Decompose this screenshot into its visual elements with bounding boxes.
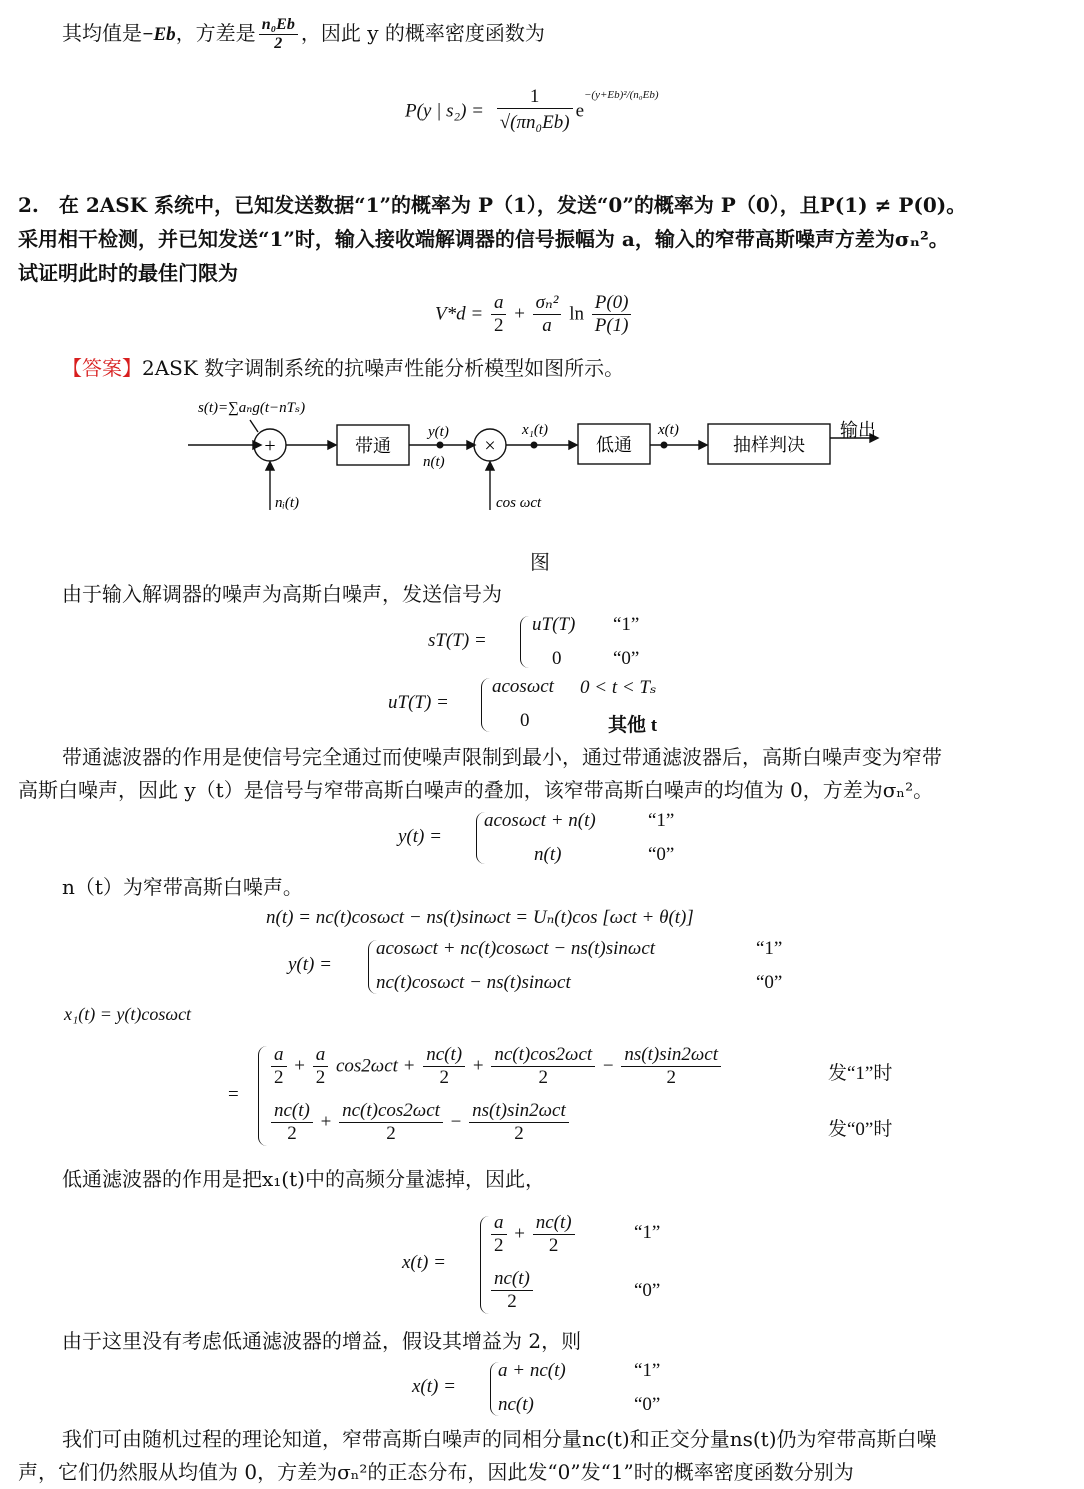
problem-line-2: 采用相干检测，并已知发送“1”时，输入接收端解调器的信号振幅为 a，输入的窄带高斯噪声方差为σₙ²。 [18, 227, 949, 251]
figure-caption: 图 [530, 550, 550, 574]
intro-variance: $\frac{\text{n₀Eb}}{2}$ [259, 16, 298, 53]
diagram-output: 输出 [840, 420, 876, 440]
sT-brace [520, 616, 529, 668]
node-dot-x1 [531, 442, 538, 449]
n-equation: n(t) = nc(t)cosωct − ns(t)sinωct = Uₙ(t)cos [ωct + θ(t)] [266, 907, 694, 928]
sT-equation: sT(T) = uT(T) “1” 0 “0” [428, 614, 640, 669]
node-dot-y [437, 442, 444, 449]
pdf-exponent: −(y+Eb)²/(n₀Eb) [584, 88, 659, 101]
paragraph-2-line-1: 带通滤波器的作用是使信号完全通过而使噪声限制到最小，通过带通滤波器后，高斯白噪声变为窄带 [62, 745, 942, 769]
diagram-decision: 抽样判决 [733, 435, 805, 455]
y-equation: y(t) = acosωct + n(t) “1” n(t) “0” [398, 810, 675, 865]
diagram-carrier: cos ωct [496, 495, 542, 511]
x1-row-2: $\frac{nc(t)}{2}$ + $\frac{\text{nc(t)cos2ωct}}{2}$ − $\frac{\text{ns(t)sin2ωct}}{2}$ [268, 1100, 572, 1145]
intro-line [62, 16, 545, 53]
intro-suffix: ，因此 y 的概率密度函数为 [300, 21, 545, 45]
x-row-1: $\frac{a}{2}$ + $\frac{nc(t)}{2}$ [488, 1212, 578, 1257]
problem-line-1: 2. 在 2ASK 系统中，已知发送数据“1”的概率为 P（1），发送“0”的概率为 P（0），且P(1) ≠ P(0)。 [18, 193, 967, 217]
intro-mean: −Eb [142, 24, 176, 45]
threshold-term3: $\frac{P(0)}{P(1)}$ [592, 292, 632, 337]
intro-mid: ，方差是 [175, 21, 256, 45]
paragraph-6-line-2: 声，它们仍然服从均值为 0，方差为σₙ²的正态分布，因此发“0”发“1”时的概率密度函数分别为 [18, 1460, 854, 1484]
paragraph-3: n（t）为窄带高斯白噪声。 [62, 875, 303, 899]
x1-equation: x₁(t) = y(t)cosωct [64, 1004, 192, 1024]
diagram-y-label: y(t) [428, 424, 449, 440]
answer-line [62, 351, 624, 385]
diagram-x-label: x(t) [658, 422, 679, 438]
uT-brace [481, 678, 490, 732]
threshold-equation: V*d = $\frac{a}{2}$ + $\frac{\text{σₙ²}}{a}$ ln $\frac{P(0)}{P(1)}$ [435, 292, 634, 337]
x1-row-1: $\frac{a}{2}$ + $\frac{a}{2}$ cos2ωct + $\frac{nc(t)}{2}$ + $\frac{\text{nc(t)cos2ωct}}{2}$ − $\frac{\text{ns(t)sin2ωct}}{2}$ [268, 1044, 724, 1089]
pdf-exp-base: e [575, 100, 584, 122]
paragraph-5: 由于这里没有考虑低通滤波器的增益，假设其增益为 2，则 [62, 1329, 582, 1353]
threshold-term2: $\frac{\text{σₙ²}}{a}$ [533, 292, 562, 337]
y2-equation: y(t) = acosωct + nc(t)cosωct − ns(t)sinωct “1” nc(t)cosωct − ns(t)sinωct “0” [288, 938, 783, 993]
x1-cases: = $\frac{a}{2}$ + $\frac{a}{2}$ cos2ωct + $\frac{nc(t)}{2}$ + $\frac{\text{nc(t)cos2ωct}}{2}$ − $\frac{\text{ns(t)sin2ωct}}{2}$ 发“1”时 $\frac{nc(t)}{2}$ + $\frac{\text{nc(t)cos2ωct}}{2}$ − $\frac{\text{ns(t)sin2ωct}}{2}$ 发“0”时 [228, 1044, 893, 1144]
pdf-equation [405, 86, 659, 137]
x-row-2: $\frac{nc(t)}{2}$ [488, 1268, 536, 1313]
paragraph-1: 由于输入解调器的噪声为高斯白噪声，发送信号为 [62, 582, 502, 606]
x2-equation: x(t) = a + nc(t) “1” nc(t) “0” [412, 1360, 661, 1415]
node-dot-x [661, 442, 668, 449]
x1-row-1-label: 发“1”时 [828, 1063, 893, 1084]
diagram-mixer: × [484, 435, 496, 457]
problem-number: 2. [18, 193, 39, 217]
diagram-adder: + [264, 435, 276, 457]
threshold-lhs: V*d = [435, 303, 484, 325]
paragraph-2-line-2: 高斯白噪声，因此 y（t）是信号与窄带高斯白噪声的叠加，该窄带高斯白噪声的均值为 0，方差为σₙ²。 [18, 778, 934, 802]
pdf-lhs: P(y | s₂) = [405, 100, 484, 122]
paragraph-4: 低通滤波器的作用是把x₁(t)中的高频分量滤掉，因此， [62, 1167, 545, 1191]
diagram-noise-in: nᵢ(t) [275, 495, 300, 511]
intro-prefix: 其均值是 [62, 21, 142, 45]
x-equation: x(t) = $\frac{a}{2}$ + $\frac{nc(t)}{2}$ “1” $\frac{nc(t)}{2}$ “0” [402, 1212, 661, 1312]
diagram-lowpass: 低通 [596, 435, 632, 455]
x1-brace [258, 1046, 267, 1146]
answer-text: 2ASK 数字调制系统的抗噪声性能分析模型如图所示。 [142, 356, 625, 380]
block-diagram [0, 392, 1084, 532]
diagram-n-label: n(t) [423, 454, 445, 470]
threshold-term1: $\frac{a}{2}$ [491, 292, 507, 337]
x1-row-2-label: 发“0”时 [828, 1119, 893, 1140]
paragraph-6-line-1: 我们可由随机过程的理论知道，窄带高斯白噪声的同相分量nc(t)和正交分量ns(t)仍为窄带高斯白噪 [62, 1427, 937, 1451]
answer-tag: 【答案】 [62, 356, 142, 380]
problem-line-3: 试证明此时的最佳门限为 [18, 261, 238, 285]
diagram-bandpass: 带通 [355, 436, 391, 456]
uT-equation: uT(T) = acosωct 0 < t < Tₛ 0 其他 t [388, 676, 658, 736]
pdf-fraction: $\frac{1}{\text{√(πn₀Eb)}}$ [497, 86, 573, 137]
diagram-input-signal: s(t)=∑aₙg(t−nTₛ) [198, 400, 306, 416]
diagram-x1-label: x₁(t) [522, 422, 549, 438]
